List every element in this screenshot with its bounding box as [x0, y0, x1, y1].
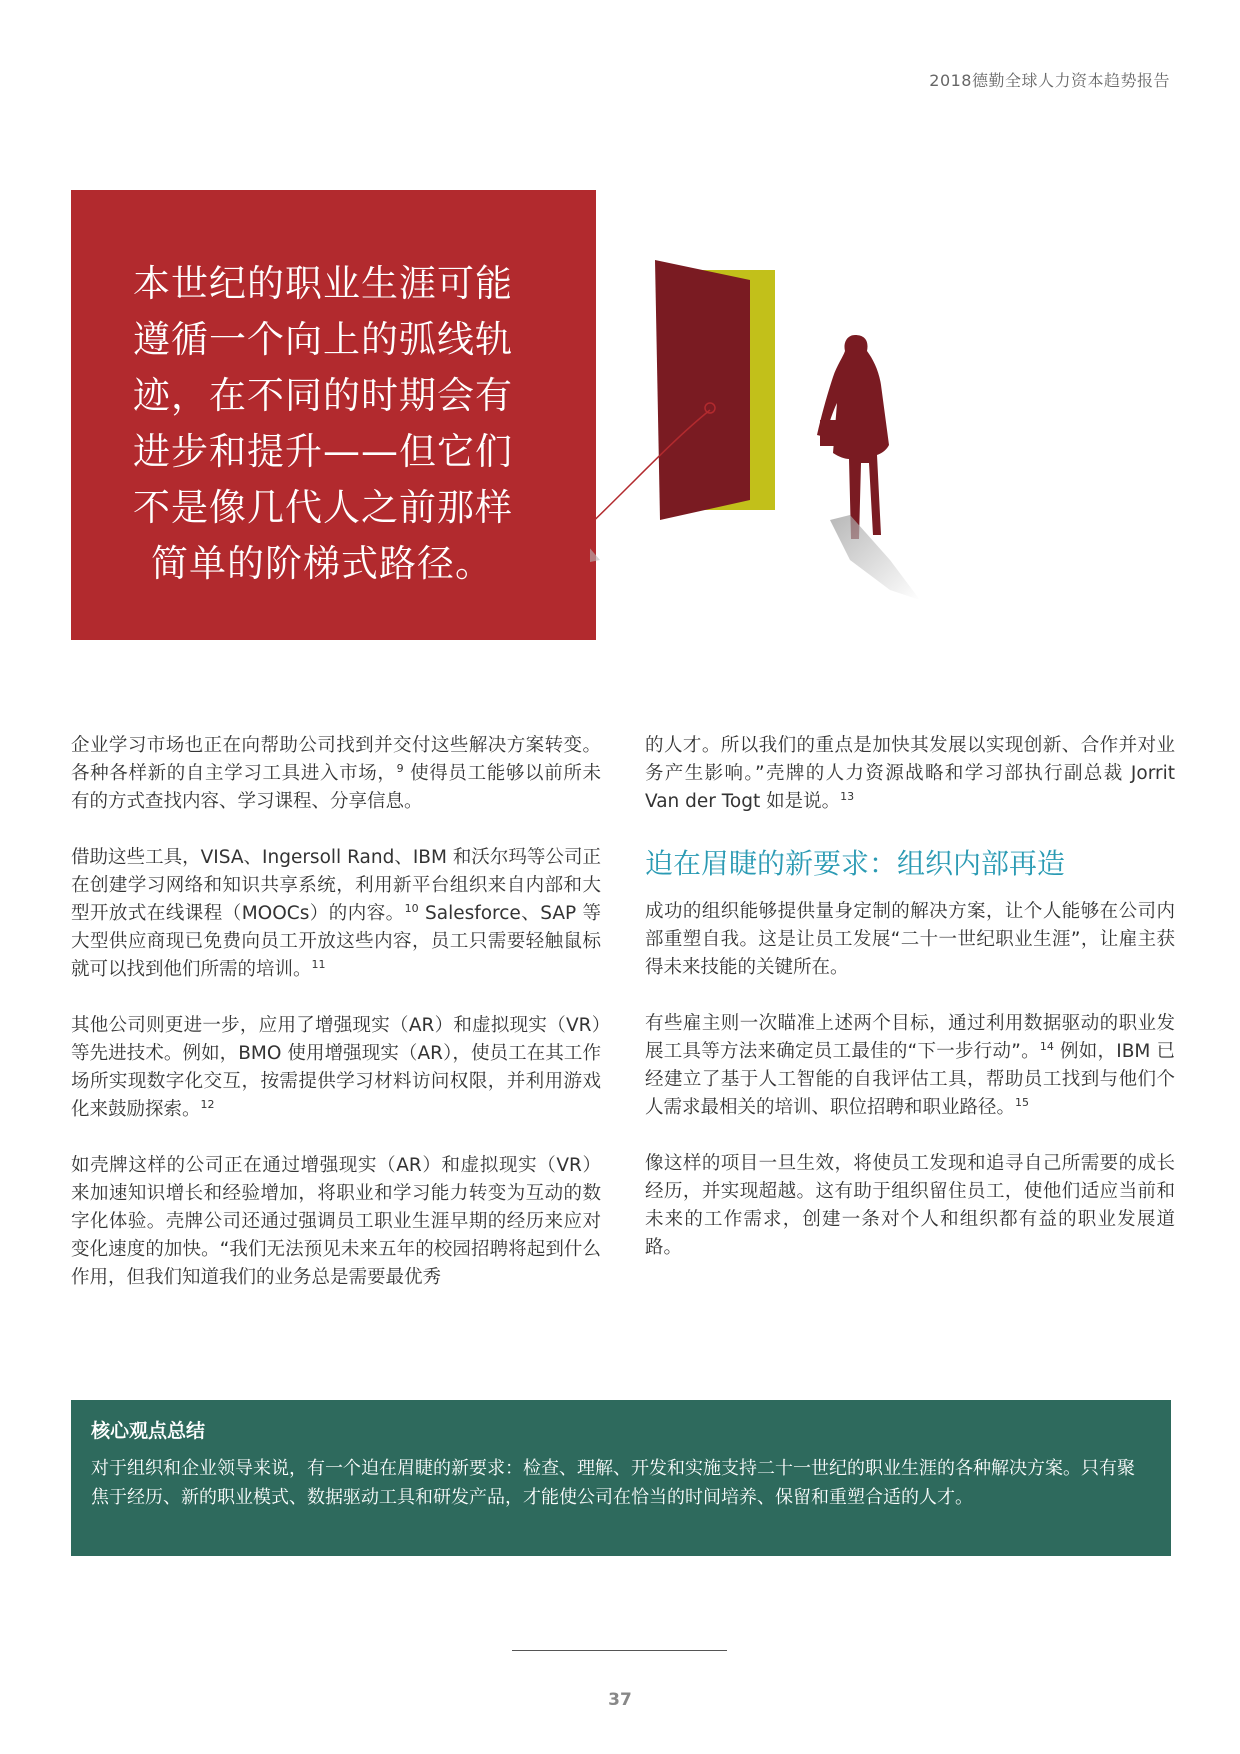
- summary-text: 对于组织和企业领导来说，有一个迫在眉睫的新要求：检查、理解、开发和实施支持二十一世纪的职业生涯的各种解决方案。只有聚焦于经历、新的职业模式、数据驱动工具和研发产品，才能使公司在恰当的时间培养、保留和重塑合适的人才。: [91, 1458, 1135, 1508]
- page-number: 37: [608, 1690, 632, 1710]
- paragraph: 其他公司则更进一步，应用了增强现实（AR）和虚拟现实（VR）等先进技术。例如，BMO 使用增强现实（AR），使员工在其工作场所实现数字化交互，按需提供学习材料访问权限，并利用游戏化来鼓励探索。$^{12}$: [71, 1015, 601, 1120]
- quote-line: 本世纪的职业生涯可能: [133, 262, 513, 305]
- pull-quote-text: [133, 256, 573, 592]
- paragraph: 的人才。所以我们的重点是加快其发展以实现创新、合作并对业务产生影响。”壳牌的人力资源战略和学习部执行副总裁 Jorrit Van der Togt 如是说。$^{13}$: [645, 735, 1175, 812]
- paragraph: 企业学习市场也正在向帮助公司找到并交付这些解决方案转变。各种各样新的自主学习工具进入市场，$^9$ 使得员工能够以前所未有的方式查找内容、学习课程、分享信息。: [71, 735, 601, 812]
- footer-divider: [512, 1650, 727, 1651]
- paragraph: 成功的组织能够提供量身定制的解决方案，让个人能够在公司内部重塑自我。这是让员工发展“二十一世纪职业生涯”，让雇主获得未来技能的关键所在。: [645, 901, 1175, 978]
- briefcase: [820, 420, 854, 446]
- paragraph: 有些雇主则一次瞄准上述两个目标，通过利用数据驱动的职业发展工具等方法来确定员工最佳的“下一步行动”。$^{14}$ 例如，IBM 已经建立了基于人工智能的自我评估工具，帮助员工找到与他们个人需求最相关的培训、职位招聘和职业路径。$^{15}$: [645, 1013, 1176, 1118]
- report-header: 2018德勤全球人力资本趋势报告: [929, 71, 1170, 90]
- quote-line: 简单的阶梯式路径。: [151, 542, 493, 585]
- paragraph: 如壳牌这样的公司正在通过增强现实（AR）和虚拟现实（VR）来加速知识增长和经验增加，将职业和学习能力转变为互动的数字化体验。壳牌公司还通过强调员工职业生涯早期的经历来应对变化速度的加快。“我们无法预见未来五年的校园招聘将起到什么作用，但我们知道我们的业务总是需要最优秀: [71, 1155, 601, 1288]
- door-panel: [655, 260, 750, 520]
- quote-line: 迹，在不同的时期会有: [133, 374, 513, 417]
- summary-title: 核心观点总结: [91, 1420, 206, 1442]
- paragraph: 像这样的项目一旦生效，将使员工发现和追寻自己所需要的成长经历，并实现超越。这有助于组织留住员工，使他们适应当前和未来的工作需求，创建一条对个人和组织都有益的职业发展道路。: [645, 1153, 1175, 1258]
- small-figure-shadow: [590, 532, 600, 562]
- quote-line: 进步和提升——但它们: [133, 430, 513, 473]
- quote-line: 不是像几代人之前那样: [133, 486, 513, 529]
- right-column: [645, 732, 1175, 1290]
- paragraph: 借助这些工具，VISA、Ingersoll Rand、IBM 和沃尔玛等公司正在创建学习网络和知识共享系统，利用新平台组织来自内部和大型开放式在线课程（MOOCs）的内容。$^{10}$ Salesforce、SAP 等大型供应商现已免费向员工开放这些内容，员工只需要轻触鼠标就可以找到他们所需的培训。$^{11}$: [71, 847, 601, 980]
- section-heading: 迫在眉睫的新要求：组织内部再造: [645, 847, 1066, 880]
- key-takeaways-box: [71, 1400, 1171, 1556]
- left-column: [71, 732, 601, 1320]
- door-illustration: [590, 260, 1010, 680]
- quote-line: 遵循一个向上的弧线轨: [133, 318, 513, 361]
- pull-quote-box: [71, 190, 596, 640]
